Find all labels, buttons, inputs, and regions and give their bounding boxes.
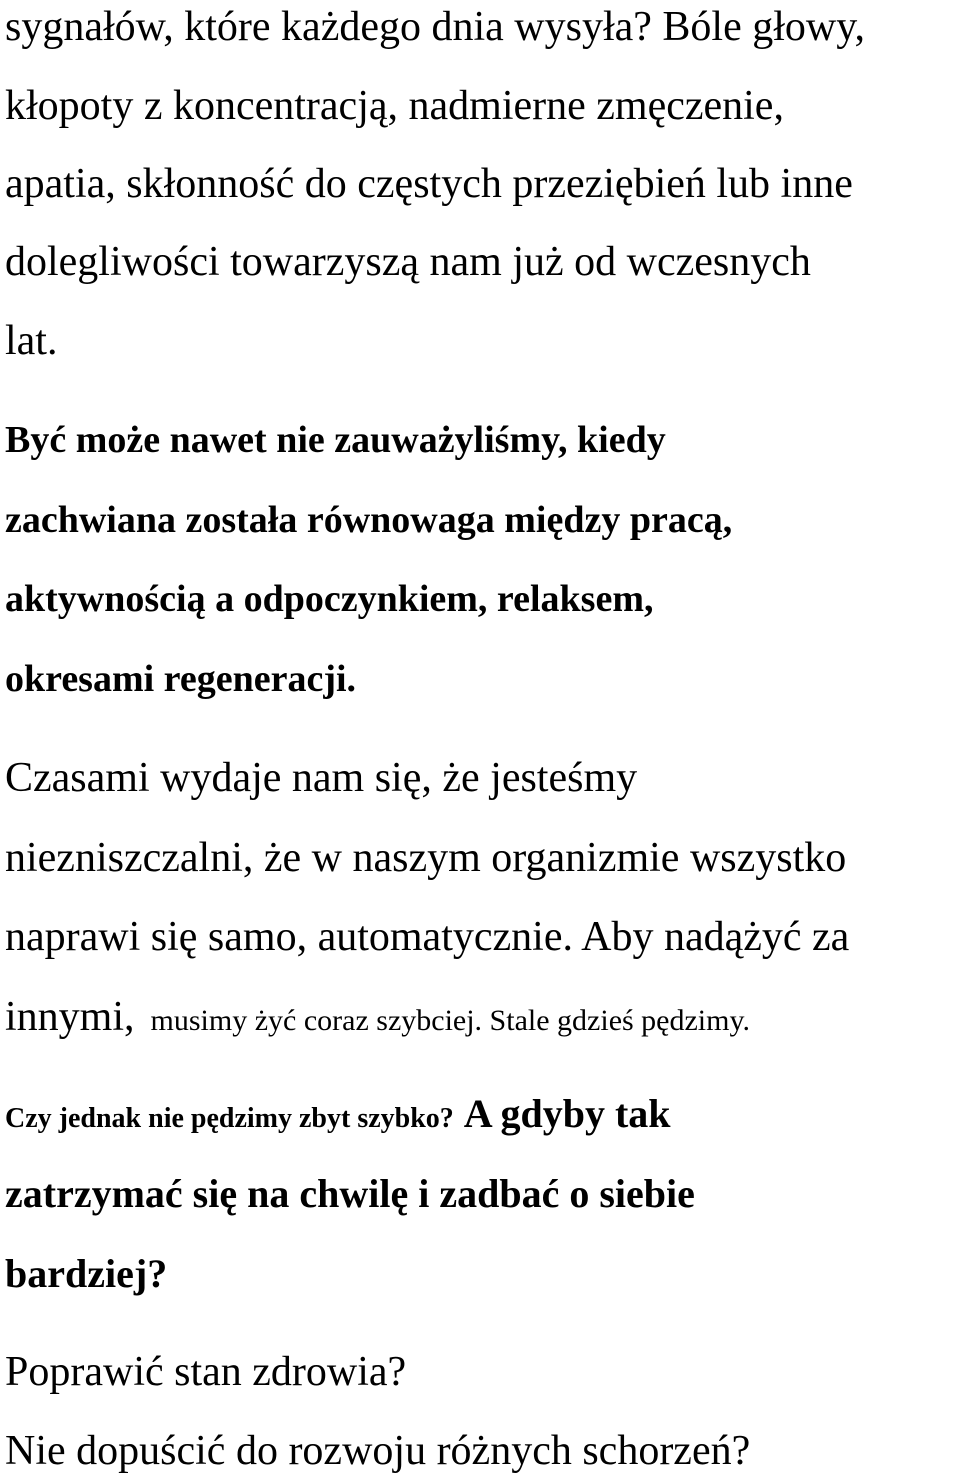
text-line: dolegliwości towarzyszą nam już od wczesnych [5,239,811,285]
text-line: naprawi się samo, automatycznie. Aby nadążyć za [5,914,850,960]
text-line: Nie dopuścić do rozwoju różnych schorzeń? [5,1428,751,1474]
text-line: lat. [5,318,58,364]
text-line: kłopoty z koncentracją, nadmierne zmęczenie, [5,83,784,129]
text-line: niezniszczalni, że w naszym organizmie wszystko [5,835,847,881]
bold-text-line: okresami regeneracji. [5,658,357,700]
bold-text-line: Być może nawet nie zauważyliśmy, kiedy [5,419,666,461]
mixed-text-line [5,996,750,1038]
text-lead: innymi, [5,994,135,1040]
bold-text-line: bardziej? [5,1251,168,1296]
text-line: sygnałów, które każdego dnia wysyła? Bóle głowy, [5,4,866,50]
bold-text-line: aktywnością a odpoczynkiem, relaksem, [5,578,654,620]
bold-question-small: Czy jednak nie pędzimy zbyt szybko? [5,1103,454,1134]
mixed-bold-line [5,1091,671,1136]
text-tail-small: musimy żyć coraz szybciej. Stale gdzieś pędzimy. [150,1004,751,1037]
text-line: apatia, skłonność do częstych przeziębień lub inne [5,161,853,207]
bold-text-line: zatrzymać się na chwilę i zadbać o siebie [5,1171,695,1216]
text-line: Czasami wydaje nam się, że jesteśmy [5,755,638,801]
bold-text-tail: A gdyby tak [463,1091,671,1136]
text-line: Poprawić stan zdrowia? [5,1349,407,1395]
bold-text-line: zachwiana została równowaga między pracą, [5,499,733,541]
